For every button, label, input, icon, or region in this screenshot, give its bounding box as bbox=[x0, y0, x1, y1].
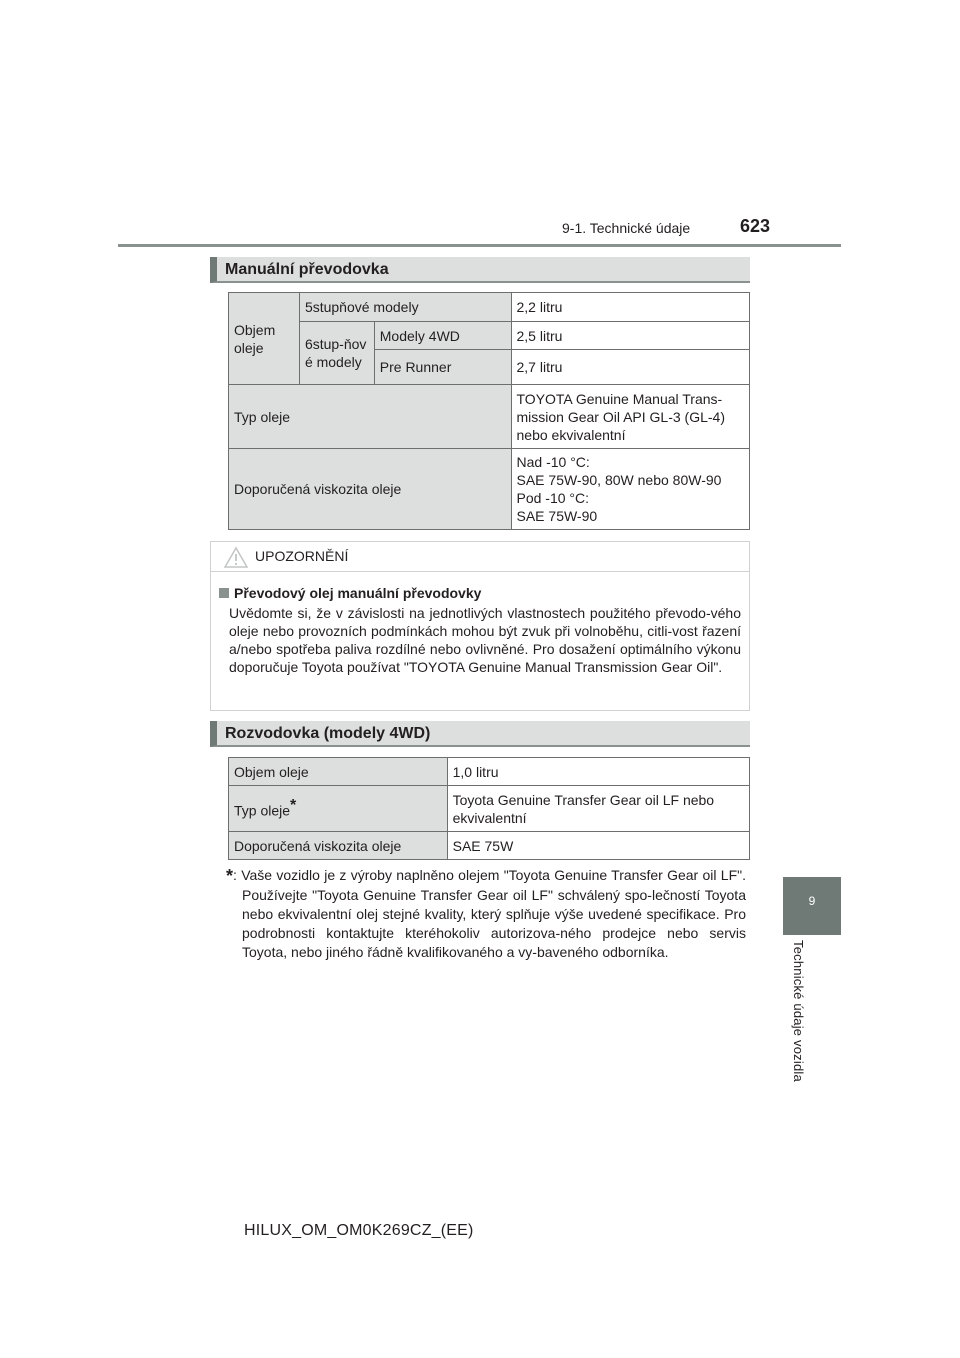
transfer-capacity-value: 1,0 litru bbox=[447, 758, 749, 786]
model-4wd-label: Modely 4WD bbox=[374, 322, 511, 350]
header-rule bbox=[118, 244, 841, 247]
warning-title: UPOZORNĚNÍ bbox=[255, 548, 349, 564]
manual-transmission-table bbox=[228, 292, 750, 530]
oil-type-label: Typ oleje bbox=[229, 385, 512, 449]
page-number: 623 bbox=[740, 216, 771, 236]
viscosity-line-3: Pod -10 °C: bbox=[516, 490, 590, 506]
pre-runner-value: 2,7 litru bbox=[511, 350, 750, 385]
transfer-type-label-text: Typ oleje bbox=[234, 802, 291, 819]
bullet-square-icon bbox=[219, 588, 229, 598]
oil-type-value: TOYOTA Genuine Manual Trans-mission Gear Oil API GL-3 (GL-4) nebo ekvivalentní bbox=[511, 385, 750, 449]
transfer-table bbox=[228, 757, 750, 860]
warning-text: Uvědomte si, že v závislosti na jednotlivých vlastnostech použitého převodo-vého oleje nebo provozních podmínkách mohou být zvuk při volnoběhu, citli-vost řazení a/nebo spotřeba paliva rozdílné nebo ovlivněné. Pro dosažení optimálního výkonu doporučuje Toyota používat "TOYOTA Genuine Manual Transmission Gear Oil". bbox=[229, 605, 741, 675]
five-speed-value: 2,2 litru bbox=[511, 293, 750, 322]
transfer-viscosity-value: SAE 75W bbox=[447, 832, 749, 860]
transfer-type-label bbox=[229, 786, 448, 832]
warning-header bbox=[211, 542, 749, 572]
warning-box bbox=[210, 541, 750, 711]
six-speed-label: 6stup-ňové modely bbox=[299, 322, 374, 385]
footnote-asterisk: * bbox=[226, 866, 234, 886]
warning-subtitle bbox=[219, 585, 481, 601]
pre-runner-label: Pre Runner bbox=[374, 350, 511, 385]
viscosity-line-4: SAE 75W-90 bbox=[516, 508, 598, 524]
transfer-type-value: Toyota Genuine Transfer Gear oil LF nebo ekvivalentní bbox=[447, 786, 749, 832]
footnote bbox=[226, 866, 746, 962]
manual-transmission-title: Manuální převodovka bbox=[210, 257, 750, 283]
transfer-title: Rozvodovka (modely 4WD) bbox=[210, 721, 750, 747]
warning-subtitle-text: Převodový olej manuální převodovky bbox=[234, 585, 482, 601]
section-heading: 9-1. Technické údaje bbox=[562, 220, 691, 236]
chapter-tab[interactable]: 9 bbox=[783, 877, 841, 935]
viscosity-value bbox=[511, 449, 750, 530]
warning-triangle-icon bbox=[224, 547, 248, 568]
transfer-viscosity-label: Doporučená viskozita oleje bbox=[229, 832, 448, 860]
document-code: HILUX_OM_OM0K269CZ_(EE) bbox=[244, 1222, 474, 1239]
model-4wd-value: 2,5 litru bbox=[511, 322, 750, 350]
asterisk-mark: * bbox=[290, 797, 297, 815]
chapter-label: Technické údaje vozidla bbox=[791, 940, 806, 1082]
transfer-capacity-label: Objem oleje bbox=[229, 758, 448, 786]
viscosity-line-2: SAE 75W-90, 80W nebo 80W-90 bbox=[516, 472, 722, 488]
viscosity-line-1: Nad -10 °C: bbox=[516, 454, 590, 470]
five-speed-label: 5stupňové modely bbox=[299, 293, 511, 322]
oil-capacity-label: Objem oleje bbox=[229, 293, 300, 385]
footnote-text: : Vaše vozidlo je z výroby naplněno olejem "Toyota Genuine Transfer Gear oil LF". Používejte "Toyota Genuine Transfer Gear oil LF" schválený spo-lečností Toyota nebo ekvivalentní olej stejné kvality, který splňuje výše uvedené specifikace. Pro podrobnosti kontaktujte kteréhokoliv autorizova-ného prodejce nebo servis Toyota, nebo jiného řádně kvalifikovaného a vy-baveného odborníka. bbox=[233, 867, 746, 960]
viscosity-label: Doporučená viskozita oleje bbox=[229, 449, 512, 530]
